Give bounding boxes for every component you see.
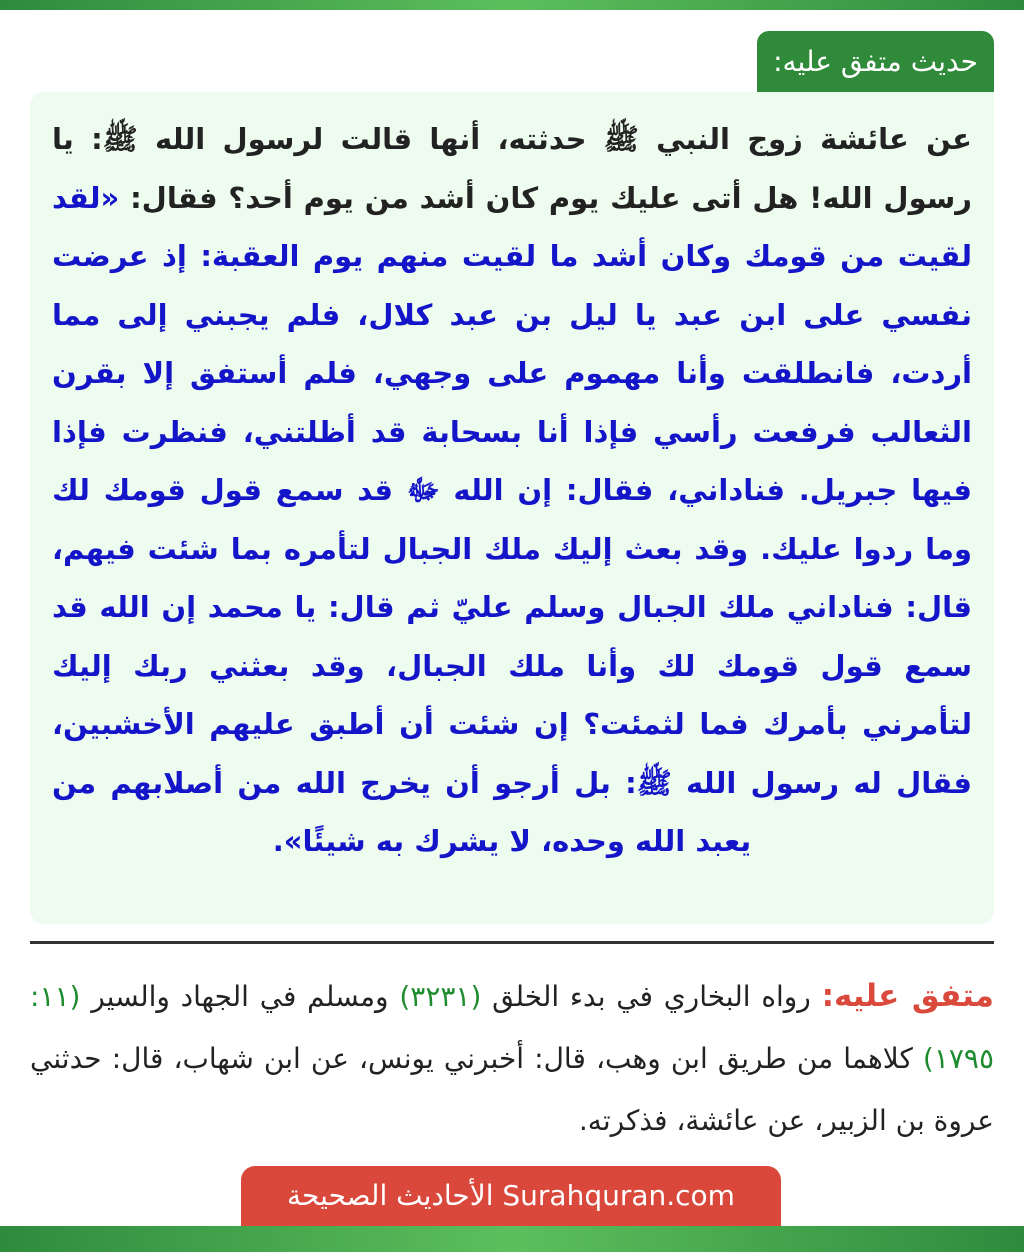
hadith-intro-text: عن عائشة زوج النبي ﷺ حدثته، أنها قالت لرسول الله ﷺ: يا رسول الله! هل أتى عليك يوم كان أشد من يوم أحد؟ فقال: bbox=[52, 122, 972, 215]
source-text-1: رواه البخاري في بدء الخلق bbox=[481, 980, 822, 1013]
bottom-decorative-bar bbox=[0, 1226, 1024, 1252]
source-text-3: كلاهما من طريق ابن وهب، قال: أخبرني يونس، عن ابن شهاب، قال: حدثني عروة بن الزبير، عن عائشة، فذكرته. bbox=[30, 1042, 994, 1137]
hadith-text-box bbox=[30, 92, 994, 924]
top-decorative-bar bbox=[0, 0, 1024, 10]
source-reference-bukhari: (٣٢٣١) bbox=[399, 980, 482, 1013]
site-brand-banner: الأحاديث الصحيحة Surahquran.com bbox=[241, 1166, 781, 1226]
section-divider bbox=[30, 941, 994, 944]
source-reference-muslim: (١١: ١٧٩٥) bbox=[30, 980, 994, 1075]
hadith-quote-text: «لقد لقيت من قومك وكان أشد ما لقيت منهم يوم العقبة: إذ عرضت نفسي على ابن عبد يا ليل بن عبد كلال، فلم يجبني إلى مما أردت، فانطلقت وأنا مهموم على وجهي، فلم أستفق إلا بقرن الثعالب فرفعت رأسي فإذا أنا بسحابة قد أظلتني، فنظرت فإذا فيها جبريل. فناداني، فقال: إن الله ﷻ قد سمع قول قومك لك وما ردوا عليك. وقد بعث إليك ملك الجبال لتأمره بما شئت فيهم، قال: فناداني ملك الجبال وسلم عليّ ثم قال: يا محمد إن الله قد سمع قول قومك لك وأنا ملك الجبال، وقد بعثني ربك إليك لتأمرني بأمرك فما لثمئت؟ إن شئت أن أطبق عليهم الأخشبين، فقال له رسول الله ﷺ: بل أرجو أن يخرج الله من أصلابهم من يعبد الله وحده، لا يشرك به شيئًا». bbox=[52, 180, 972, 858]
hadith-paragraph bbox=[52, 110, 972, 871]
hadith-source-paragraph bbox=[30, 965, 994, 1152]
source-label: متفق عليه: bbox=[821, 978, 994, 1014]
source-text-2: ومسلم في الجهاد والسير bbox=[80, 980, 400, 1013]
hadith-type-badge: حديث متفق عليه: bbox=[757, 31, 994, 92]
